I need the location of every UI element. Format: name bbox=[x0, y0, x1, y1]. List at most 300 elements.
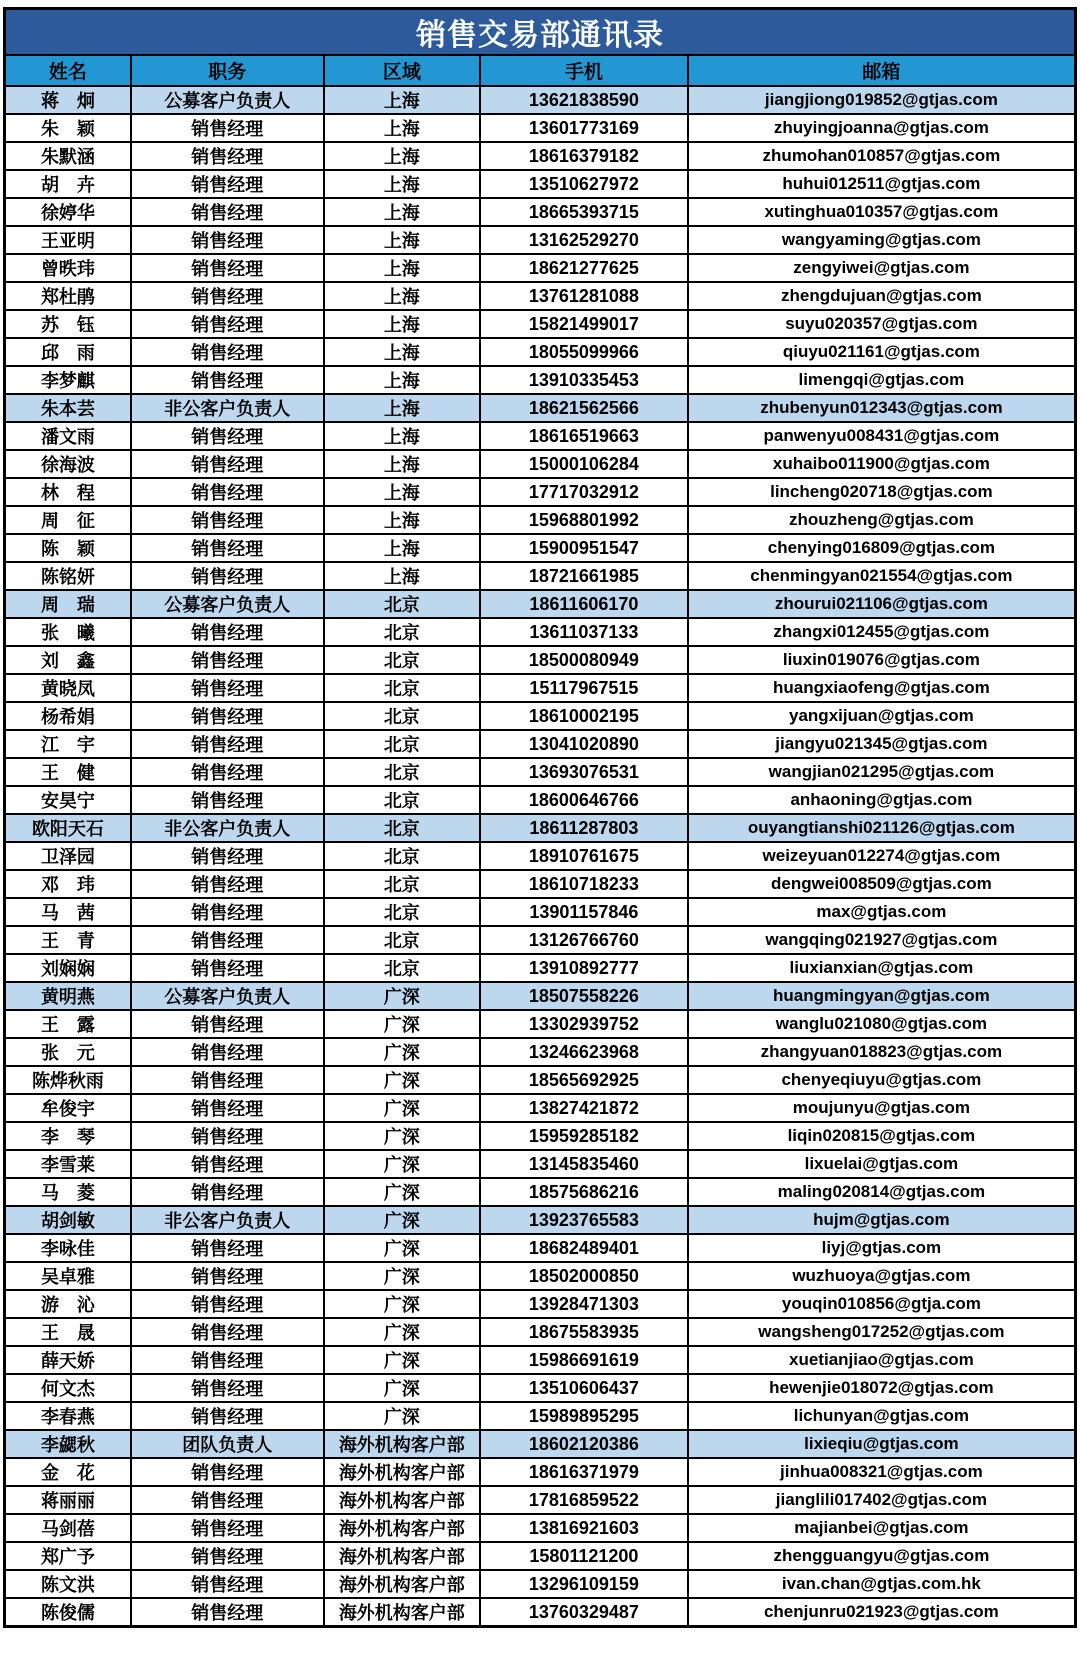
cell-name: 蒋丽丽 bbox=[5, 1486, 131, 1514]
cell-email: weizeyuan012274@gtjas.com bbox=[688, 842, 1076, 870]
cell-role: 销售经理 bbox=[131, 1402, 324, 1430]
cell-region: 广深 bbox=[324, 1374, 480, 1402]
cell-phone: 13601773169 bbox=[480, 114, 688, 142]
table-row bbox=[5, 730, 1076, 758]
cell-phone: 18611287803 bbox=[480, 814, 688, 842]
cell-phone: 13510606437 bbox=[480, 1374, 688, 1402]
cell-region: 广深 bbox=[324, 982, 480, 1010]
table-row-lead bbox=[5, 1430, 1076, 1458]
cell-role: 销售经理 bbox=[131, 1570, 324, 1598]
cell-region: 上海 bbox=[324, 450, 480, 478]
cell-phone: 13910335453 bbox=[480, 366, 688, 394]
cell-role: 销售经理 bbox=[131, 702, 324, 730]
cell-role: 销售经理 bbox=[131, 534, 324, 562]
cell-role: 公募客户负责人 bbox=[131, 86, 324, 114]
cell-region: 广深 bbox=[324, 1290, 480, 1318]
table-row bbox=[5, 254, 1076, 282]
table-row bbox=[5, 422, 1076, 450]
cell-name: 李雪莱 bbox=[5, 1150, 131, 1178]
cell-name: 陈俊儒 bbox=[5, 1598, 131, 1627]
cell-phone: 13827421872 bbox=[480, 1094, 688, 1122]
cell-name: 马 茜 bbox=[5, 898, 131, 926]
table-row bbox=[5, 1234, 1076, 1262]
cell-phone: 15989895295 bbox=[480, 1402, 688, 1430]
cell-phone: 15821499017 bbox=[480, 310, 688, 338]
cell-role: 销售经理 bbox=[131, 646, 324, 674]
table-row bbox=[5, 1066, 1076, 1094]
cell-phone: 13126766760 bbox=[480, 926, 688, 954]
cell-name: 周 征 bbox=[5, 506, 131, 534]
cell-email: jinhua008321@gtjas.com bbox=[688, 1458, 1076, 1486]
cell-phone: 18621562566 bbox=[480, 394, 688, 422]
table-row bbox=[5, 1514, 1076, 1542]
table-row bbox=[5, 506, 1076, 534]
cell-phone: 18610718233 bbox=[480, 870, 688, 898]
cell-role: 销售经理 bbox=[131, 1458, 324, 1486]
cell-name: 江 宇 bbox=[5, 730, 131, 758]
cell-name: 刘 鑫 bbox=[5, 646, 131, 674]
cell-role: 销售经理 bbox=[131, 758, 324, 786]
cell-role: 公募客户负责人 bbox=[131, 982, 324, 1010]
table-row bbox=[5, 282, 1076, 310]
cell-phone: 15000106284 bbox=[480, 450, 688, 478]
cell-phone: 13761281088 bbox=[480, 282, 688, 310]
cell-region: 广深 bbox=[324, 1066, 480, 1094]
cell-email: chenying016809@gtjas.com bbox=[688, 534, 1076, 562]
cell-name: 吴卓雅 bbox=[5, 1262, 131, 1290]
cell-region: 广深 bbox=[324, 1094, 480, 1122]
cell-region: 上海 bbox=[324, 282, 480, 310]
cell-email: dengwei008509@gtjas.com bbox=[688, 870, 1076, 898]
cell-role: 销售经理 bbox=[131, 1374, 324, 1402]
table-row bbox=[5, 1346, 1076, 1374]
table-row bbox=[5, 786, 1076, 814]
cell-email: jiangyu021345@gtjas.com bbox=[688, 730, 1076, 758]
cell-phone: 15968801992 bbox=[480, 506, 688, 534]
cell-phone: 13816921603 bbox=[480, 1514, 688, 1542]
cell-name: 王亚明 bbox=[5, 226, 131, 254]
cell-region: 海外机构客户部 bbox=[324, 1486, 480, 1514]
cell-name: 陈 颖 bbox=[5, 534, 131, 562]
cell-phone: 15801121200 bbox=[480, 1542, 688, 1570]
cell-phone: 18721661985 bbox=[480, 562, 688, 590]
cell-name: 曾昳玮 bbox=[5, 254, 131, 282]
cell-name: 徐海波 bbox=[5, 450, 131, 478]
cell-region: 北京 bbox=[324, 702, 480, 730]
cell-role: 销售经理 bbox=[131, 1486, 324, 1514]
cell-region: 北京 bbox=[324, 730, 480, 758]
cell-role: 销售经理 bbox=[131, 1178, 324, 1206]
column-header-phone: 手机 bbox=[480, 55, 688, 86]
cell-email: wangqing021927@gtjas.com bbox=[688, 926, 1076, 954]
table-row bbox=[5, 198, 1076, 226]
cell-email: hewenjie018072@gtjas.com bbox=[688, 1374, 1076, 1402]
cell-email: xuhaibo011900@gtjas.com bbox=[688, 450, 1076, 478]
table-row bbox=[5, 898, 1076, 926]
cell-name: 徐婷华 bbox=[5, 198, 131, 226]
cell-region: 北京 bbox=[324, 926, 480, 954]
cell-email: wanglu021080@gtjas.com bbox=[688, 1010, 1076, 1038]
table-row bbox=[5, 1598, 1076, 1627]
cell-email: hujm@gtjas.com bbox=[688, 1206, 1076, 1234]
cell-role: 销售经理 bbox=[131, 254, 324, 282]
cell-name: 邱 雨 bbox=[5, 338, 131, 366]
cell-role: 团队负责人 bbox=[131, 1430, 324, 1458]
cell-role: 销售经理 bbox=[131, 562, 324, 590]
cell-email: liqin020815@gtjas.com bbox=[688, 1122, 1076, 1150]
cell-role: 销售经理 bbox=[131, 730, 324, 758]
cell-phone: 18675583935 bbox=[480, 1318, 688, 1346]
cell-phone: 13621838590 bbox=[480, 86, 688, 114]
cell-region: 广深 bbox=[324, 1178, 480, 1206]
cell-phone: 18610002195 bbox=[480, 702, 688, 730]
cell-name: 李 琴 bbox=[5, 1122, 131, 1150]
cell-email: yangxijuan@gtjas.com bbox=[688, 702, 1076, 730]
cell-phone: 18665393715 bbox=[480, 198, 688, 226]
cell-email: ivan.chan@gtjas.com.hk bbox=[688, 1570, 1076, 1598]
cell-role: 销售经理 bbox=[131, 198, 324, 226]
cell-email: wangjian021295@gtjas.com bbox=[688, 758, 1076, 786]
table-row bbox=[5, 366, 1076, 394]
cell-name: 郑杜鹃 bbox=[5, 282, 131, 310]
cell-phone: 15117967515 bbox=[480, 674, 688, 702]
cell-email: liuxin019076@gtjas.com bbox=[688, 646, 1076, 674]
cell-phone: 18602120386 bbox=[480, 1430, 688, 1458]
cell-role: 销售经理 bbox=[131, 1598, 324, 1627]
cell-role: 销售经理 bbox=[131, 1094, 324, 1122]
cell-name: 刘娴娴 bbox=[5, 954, 131, 982]
cell-region: 上海 bbox=[324, 422, 480, 450]
cell-phone: 18507558226 bbox=[480, 982, 688, 1010]
cell-email: lixieqiu@gtjas.com bbox=[688, 1430, 1076, 1458]
cell-email: liyj@gtjas.com bbox=[688, 1234, 1076, 1262]
cell-phone: 18600646766 bbox=[480, 786, 688, 814]
cell-phone: 13510627972 bbox=[480, 170, 688, 198]
table-row bbox=[5, 1318, 1076, 1346]
cell-region: 北京 bbox=[324, 814, 480, 842]
table-row bbox=[5, 226, 1076, 254]
cell-role: 销售经理 bbox=[131, 1346, 324, 1374]
table-row bbox=[5, 618, 1076, 646]
cell-region: 北京 bbox=[324, 674, 480, 702]
cell-phone: 18682489401 bbox=[480, 1234, 688, 1262]
cell-phone: 13760329487 bbox=[480, 1598, 688, 1627]
cell-name: 郑广予 bbox=[5, 1542, 131, 1570]
column-header-email: 邮箱 bbox=[688, 55, 1076, 86]
cell-phone: 18910761675 bbox=[480, 842, 688, 870]
cell-role: 销售经理 bbox=[131, 478, 324, 506]
contacts-tbody bbox=[5, 86, 1076, 1627]
table-row bbox=[5, 562, 1076, 590]
cell-role: 销售经理 bbox=[131, 422, 324, 450]
cell-region: 上海 bbox=[324, 366, 480, 394]
cell-phone: 18621277625 bbox=[480, 254, 688, 282]
cell-region: 上海 bbox=[324, 114, 480, 142]
cell-name: 李勰秋 bbox=[5, 1430, 131, 1458]
cell-region: 广深 bbox=[324, 1206, 480, 1234]
cell-email: zhangyuan018823@gtjas.com bbox=[688, 1038, 1076, 1066]
cell-phone: 18616371979 bbox=[480, 1458, 688, 1486]
cell-region: 广深 bbox=[324, 1038, 480, 1066]
cell-name: 陈文洪 bbox=[5, 1570, 131, 1598]
cell-region: 上海 bbox=[324, 394, 480, 422]
cell-region: 海外机构客户部 bbox=[324, 1514, 480, 1542]
cell-email: chenjunru021923@gtjas.com bbox=[688, 1598, 1076, 1627]
table-row bbox=[5, 1010, 1076, 1038]
cell-role: 销售经理 bbox=[131, 226, 324, 254]
cell-name: 朱默涵 bbox=[5, 142, 131, 170]
cell-role: 销售经理 bbox=[131, 898, 324, 926]
title-row bbox=[5, 9, 1076, 56]
cell-name: 马剑蓓 bbox=[5, 1514, 131, 1542]
table-row bbox=[5, 338, 1076, 366]
cell-email: wangsheng017252@gtjas.com bbox=[688, 1318, 1076, 1346]
cell-name: 林 程 bbox=[5, 478, 131, 506]
table-row bbox=[5, 534, 1076, 562]
cell-phone: 18565692925 bbox=[480, 1066, 688, 1094]
cell-email: lichunyan@gtjas.com bbox=[688, 1402, 1076, 1430]
cell-role: 销售经理 bbox=[131, 842, 324, 870]
cell-name: 朱本芸 bbox=[5, 394, 131, 422]
cell-email: liuxianxian@gtjas.com bbox=[688, 954, 1076, 982]
table-row bbox=[5, 170, 1076, 198]
table-row bbox=[5, 1486, 1076, 1514]
cell-email: xutinghua010357@gtjas.com bbox=[688, 198, 1076, 226]
table-row bbox=[5, 1150, 1076, 1178]
column-header-region: 区域 bbox=[324, 55, 480, 86]
cell-region: 上海 bbox=[324, 562, 480, 590]
cell-name: 蒋 炯 bbox=[5, 86, 131, 114]
cell-role: 销售经理 bbox=[131, 450, 324, 478]
cell-region: 广深 bbox=[324, 1318, 480, 1346]
cell-name: 潘文雨 bbox=[5, 422, 131, 450]
cell-name: 李咏佳 bbox=[5, 1234, 131, 1262]
cell-email: zhuyingjoanna@gtjas.com bbox=[688, 114, 1076, 142]
cell-phone: 13162529270 bbox=[480, 226, 688, 254]
cell-region: 海外机构客户部 bbox=[324, 1542, 480, 1570]
cell-phone: 18611606170 bbox=[480, 590, 688, 618]
table-row bbox=[5, 1290, 1076, 1318]
cell-role: 销售经理 bbox=[131, 338, 324, 366]
contact-directory-table bbox=[3, 7, 1077, 1628]
cell-region: 北京 bbox=[324, 786, 480, 814]
cell-role: 销售经理 bbox=[131, 1262, 324, 1290]
cell-region: 上海 bbox=[324, 534, 480, 562]
cell-role: 销售经理 bbox=[131, 1514, 324, 1542]
cell-name: 苏 钰 bbox=[5, 310, 131, 338]
table-row bbox=[5, 842, 1076, 870]
cell-phone: 18502000850 bbox=[480, 1262, 688, 1290]
cell-region: 北京 bbox=[324, 758, 480, 786]
cell-phone: 13910892777 bbox=[480, 954, 688, 982]
cell-email: xuetianjiao@gtjas.com bbox=[688, 1346, 1076, 1374]
cell-region: 广深 bbox=[324, 1150, 480, 1178]
cell-role: 销售经理 bbox=[131, 282, 324, 310]
cell-role: 销售经理 bbox=[131, 170, 324, 198]
cell-name: 黄明燕 bbox=[5, 982, 131, 1010]
cell-name: 安昊宁 bbox=[5, 786, 131, 814]
cell-email: ouyangtianshi021126@gtjas.com bbox=[688, 814, 1076, 842]
cell-email: lixuelai@gtjas.com bbox=[688, 1150, 1076, 1178]
table-row bbox=[5, 114, 1076, 142]
cell-email: chenyeqiuyu@gtjas.com bbox=[688, 1066, 1076, 1094]
cell-name: 李梦麒 bbox=[5, 366, 131, 394]
cell-name: 黄晓凤 bbox=[5, 674, 131, 702]
cell-role: 销售经理 bbox=[131, 674, 324, 702]
cell-role: 销售经理 bbox=[131, 786, 324, 814]
cell-email: suyu020357@gtjas.com bbox=[688, 310, 1076, 338]
cell-email: youqin010856@gtja.com bbox=[688, 1290, 1076, 1318]
cell-phone: 17816859522 bbox=[480, 1486, 688, 1514]
table-row-lead bbox=[5, 1206, 1076, 1234]
cell-region: 海外机构客户部 bbox=[324, 1430, 480, 1458]
cell-email: moujunyu@gtjas.com bbox=[688, 1094, 1076, 1122]
table-row-lead bbox=[5, 590, 1076, 618]
cell-region: 广深 bbox=[324, 1346, 480, 1374]
cell-name: 游 沁 bbox=[5, 1290, 131, 1318]
cell-email: zhubenyun012343@gtjas.com bbox=[688, 394, 1076, 422]
cell-region: 北京 bbox=[324, 590, 480, 618]
table-row bbox=[5, 1570, 1076, 1598]
cell-role: 销售经理 bbox=[131, 1234, 324, 1262]
table-row bbox=[5, 1122, 1076, 1150]
table-row bbox=[5, 310, 1076, 338]
cell-region: 海外机构客户部 bbox=[324, 1598, 480, 1627]
cell-role: 销售经理 bbox=[131, 1542, 324, 1570]
cell-role: 销售经理 bbox=[131, 142, 324, 170]
cell-role: 非公客户负责人 bbox=[131, 814, 324, 842]
cell-region: 广深 bbox=[324, 1010, 480, 1038]
cell-region: 上海 bbox=[324, 142, 480, 170]
cell-name: 薛天娇 bbox=[5, 1346, 131, 1374]
cell-email: qiuyu021161@gtjas.com bbox=[688, 338, 1076, 366]
cell-email: jianglili017402@gtjas.com bbox=[688, 1486, 1076, 1514]
cell-name: 陈铭妍 bbox=[5, 562, 131, 590]
cell-phone: 18616519663 bbox=[480, 422, 688, 450]
cell-phone: 18616379182 bbox=[480, 142, 688, 170]
cell-email: anhaoning@gtjas.com bbox=[688, 786, 1076, 814]
table-row bbox=[5, 450, 1076, 478]
table-row bbox=[5, 142, 1076, 170]
cell-role: 销售经理 bbox=[131, 870, 324, 898]
cell-email: jiangjiong019852@gtjas.com bbox=[688, 86, 1076, 114]
cell-role: 销售经理 bbox=[131, 1038, 324, 1066]
table-row bbox=[5, 1402, 1076, 1430]
cell-role: 销售经理 bbox=[131, 1150, 324, 1178]
cell-region: 上海 bbox=[324, 478, 480, 506]
cell-name: 杨希娟 bbox=[5, 702, 131, 730]
table-row bbox=[5, 954, 1076, 982]
cell-role: 销售经理 bbox=[131, 310, 324, 338]
cell-region: 北京 bbox=[324, 898, 480, 926]
cell-name: 张 元 bbox=[5, 1038, 131, 1066]
cell-phone: 13901157846 bbox=[480, 898, 688, 926]
cell-region: 上海 bbox=[324, 170, 480, 198]
table-row bbox=[5, 1038, 1076, 1066]
cell-phone: 13693076531 bbox=[480, 758, 688, 786]
column-header-name: 姓名 bbox=[5, 55, 131, 86]
cell-name: 周 瑞 bbox=[5, 590, 131, 618]
table-row bbox=[5, 1094, 1076, 1122]
cell-name: 胡剑敏 bbox=[5, 1206, 131, 1234]
cell-region: 北京 bbox=[324, 646, 480, 674]
cell-role: 销售经理 bbox=[131, 1066, 324, 1094]
table-row bbox=[5, 1458, 1076, 1486]
cell-name: 陈烨秋雨 bbox=[5, 1066, 131, 1094]
cell-region: 北京 bbox=[324, 954, 480, 982]
page-title: 销售交易部通讯录 bbox=[5, 9, 1076, 56]
cell-email: panwenyu008431@gtjas.com bbox=[688, 422, 1076, 450]
cell-region: 上海 bbox=[324, 86, 480, 114]
cell-region: 海外机构客户部 bbox=[324, 1570, 480, 1598]
table-row bbox=[5, 926, 1076, 954]
cell-email: max@gtjas.com bbox=[688, 898, 1076, 926]
cell-name: 何文杰 bbox=[5, 1374, 131, 1402]
cell-name: 张 曦 bbox=[5, 618, 131, 646]
cell-email: majianbei@gtjas.com bbox=[688, 1514, 1076, 1542]
cell-region: 上海 bbox=[324, 254, 480, 282]
cell-region: 海外机构客户部 bbox=[324, 1458, 480, 1486]
cell-role: 非公客户负责人 bbox=[131, 1206, 324, 1234]
table-row bbox=[5, 646, 1076, 674]
cell-role: 销售经理 bbox=[131, 114, 324, 142]
table-row bbox=[5, 674, 1076, 702]
cell-email: limengqi@gtjas.com bbox=[688, 366, 1076, 394]
cell-name: 王 露 bbox=[5, 1010, 131, 1038]
cell-email: zhouzheng@gtjas.com bbox=[688, 506, 1076, 534]
table-row-lead bbox=[5, 394, 1076, 422]
cell-role: 销售经理 bbox=[131, 618, 324, 646]
cell-phone: 13302939752 bbox=[480, 1010, 688, 1038]
cell-phone: 15959285182 bbox=[480, 1122, 688, 1150]
cell-name: 李春燕 bbox=[5, 1402, 131, 1430]
cell-email: zhangxi012455@gtjas.com bbox=[688, 618, 1076, 646]
cell-region: 上海 bbox=[324, 226, 480, 254]
cell-email: zhengdujuan@gtjas.com bbox=[688, 282, 1076, 310]
table-row bbox=[5, 478, 1076, 506]
cell-email: wuzhuoya@gtjas.com bbox=[688, 1262, 1076, 1290]
cell-name: 王 晟 bbox=[5, 1318, 131, 1346]
cell-phone: 18500080949 bbox=[480, 646, 688, 674]
cell-email: wangyaming@gtjas.com bbox=[688, 226, 1076, 254]
table-row bbox=[5, 1178, 1076, 1206]
cell-phone: 13928471303 bbox=[480, 1290, 688, 1318]
cell-region: 北京 bbox=[324, 870, 480, 898]
cell-name: 朱 颖 bbox=[5, 114, 131, 142]
cell-email: zhumohan010857@gtjas.com bbox=[688, 142, 1076, 170]
cell-email: zengyiwei@gtjas.com bbox=[688, 254, 1076, 282]
cell-phone: 13923765583 bbox=[480, 1206, 688, 1234]
cell-region: 北京 bbox=[324, 842, 480, 870]
cell-email: maling020814@gtjas.com bbox=[688, 1178, 1076, 1206]
cell-role: 销售经理 bbox=[131, 954, 324, 982]
cell-name: 王 青 bbox=[5, 926, 131, 954]
cell-region: 广深 bbox=[324, 1402, 480, 1430]
column-header-role: 职务 bbox=[131, 55, 324, 86]
cell-phone: 15986691619 bbox=[480, 1346, 688, 1374]
cell-phone: 15900951547 bbox=[480, 534, 688, 562]
table-row-lead bbox=[5, 814, 1076, 842]
cell-region: 上海 bbox=[324, 310, 480, 338]
cell-region: 北京 bbox=[324, 618, 480, 646]
table-row bbox=[5, 1374, 1076, 1402]
cell-region: 广深 bbox=[324, 1262, 480, 1290]
cell-role: 销售经理 bbox=[131, 1318, 324, 1346]
cell-role: 非公客户负责人 bbox=[131, 394, 324, 422]
cell-name: 胡 卉 bbox=[5, 170, 131, 198]
cell-phone: 13611037133 bbox=[480, 618, 688, 646]
cell-role: 销售经理 bbox=[131, 366, 324, 394]
